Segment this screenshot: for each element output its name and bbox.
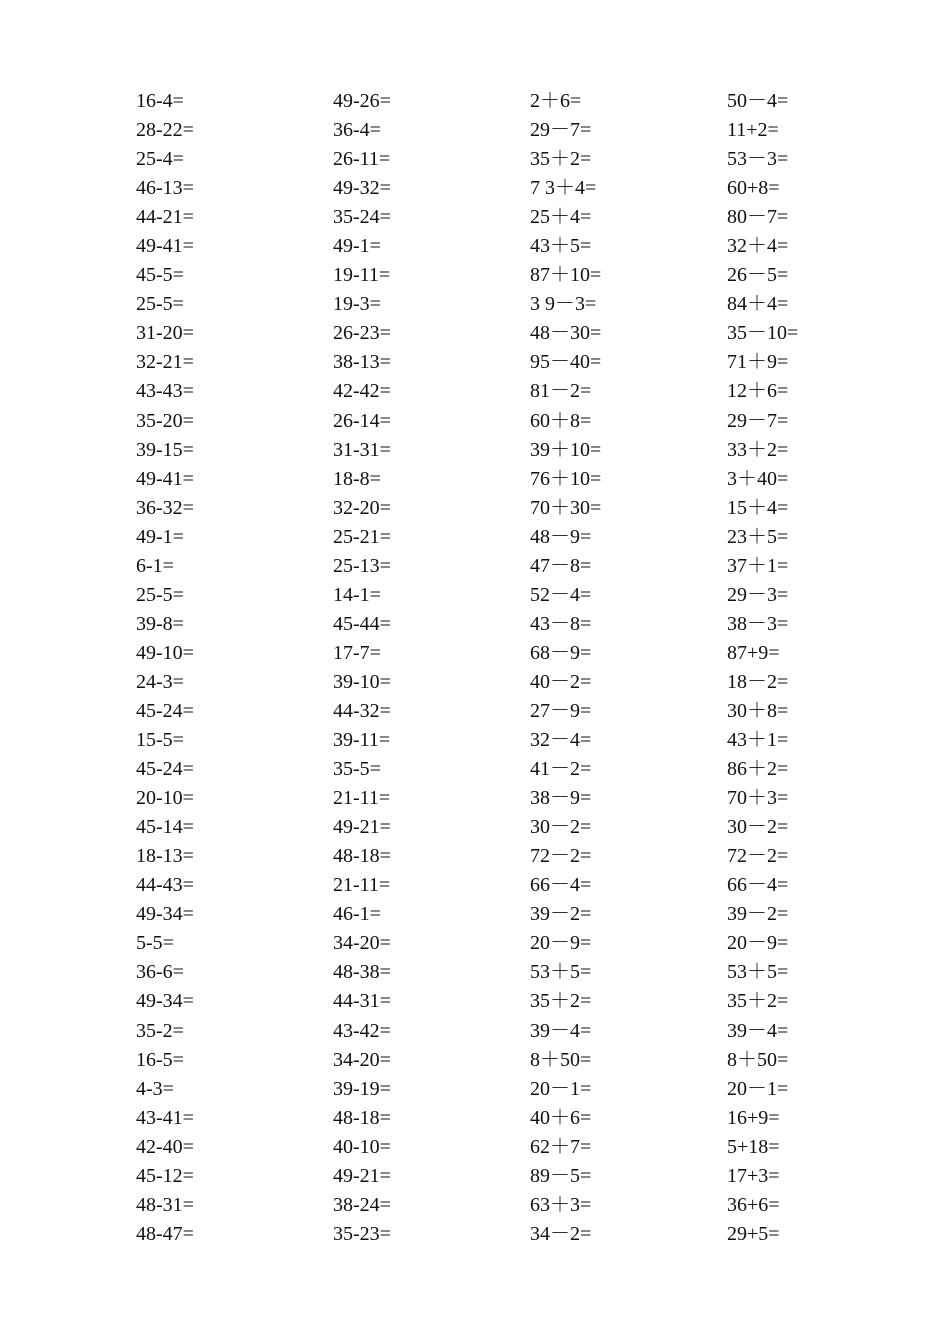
- math-problem: 42-42=: [333, 380, 391, 403]
- math-problem: 32－4=: [530, 729, 592, 752]
- math-problem: 60＋8=: [530, 409, 592, 432]
- math-problem: 25-21=: [333, 525, 391, 548]
- math-problem: 20－9=: [727, 932, 789, 955]
- math-problem: 39－4=: [727, 1019, 789, 1042]
- math-problem: 39-11=: [333, 729, 391, 752]
- math-problem: 32-20=: [333, 496, 391, 519]
- math-problem: 50－4=: [727, 90, 789, 112]
- math-problem: 48-18=: [333, 1106, 391, 1129]
- math-problem: 47－8=: [530, 554, 592, 577]
- math-problem: 46-1=: [333, 903, 381, 926]
- math-problem: 63＋3=: [530, 1193, 592, 1216]
- math-problem: 8＋50=: [530, 1048, 592, 1071]
- math-problem: 35－10=: [727, 322, 799, 345]
- math-problem: 39＋10=: [530, 438, 602, 461]
- math-problem: 36-6=: [136, 961, 184, 984]
- math-problem: 26-14=: [333, 409, 391, 432]
- math-problem: 72－2=: [530, 845, 592, 868]
- math-problem: 49-41=: [136, 235, 194, 258]
- math-problem: 17+3=: [727, 1164, 780, 1187]
- math-problem: 29－3=: [727, 583, 789, 606]
- math-problem: 35-24=: [333, 206, 391, 229]
- math-problem: 46-13=: [136, 177, 194, 200]
- math-problem: 16+9=: [727, 1106, 780, 1129]
- math-problem: 3＋40=: [727, 467, 789, 490]
- math-problem: 38-24=: [333, 1193, 391, 1216]
- math-problem: 19-3=: [333, 293, 381, 316]
- math-problem: 17-7=: [333, 641, 381, 664]
- math-problem: 49-10=: [136, 641, 194, 664]
- math-problem: 24-3=: [136, 670, 184, 693]
- math-problem: 39－2=: [530, 903, 592, 926]
- math-problem: 35＋2=: [530, 990, 592, 1013]
- math-problem: 21-11=: [333, 874, 391, 897]
- math-problem: 5-5=: [136, 932, 174, 955]
- math-problem: 25-5=: [136, 583, 184, 606]
- math-problem: 25＋4=: [530, 206, 592, 229]
- math-problem: 53＋5=: [727, 961, 789, 984]
- arithmetic-worksheet: [136, 87, 926, 1249]
- math-problem: 49-21=: [333, 1164, 391, 1187]
- math-problem: 72－2=: [727, 845, 789, 868]
- math-problem: 7 3＋4=: [530, 177, 597, 200]
- math-problem: 32-21=: [136, 351, 194, 374]
- math-problem: 76＋10=: [530, 467, 602, 490]
- math-problem: 44-31=: [333, 990, 391, 1013]
- math-problem: 28-22=: [136, 119, 194, 142]
- math-problem: 36+6=: [727, 1193, 780, 1216]
- math-problem: 25-5=: [136, 293, 184, 316]
- math-problem: 35＋2=: [530, 148, 592, 171]
- math-problem: 30＋8=: [727, 699, 789, 722]
- math-problem: 20－9=: [530, 932, 592, 955]
- problem-column-3: [530, 87, 727, 1249]
- math-problem: 35＋2=: [727, 990, 789, 1013]
- math-problem: 45-12=: [136, 1164, 194, 1187]
- math-problem: 29－7=: [727, 409, 789, 432]
- math-problem: 33＋2=: [727, 438, 789, 461]
- math-problem: 43-41=: [136, 1106, 194, 1129]
- problem-column-4: [727, 87, 926, 1249]
- math-problem: 87+9=: [727, 641, 780, 664]
- math-problem: 32＋4=: [727, 235, 789, 258]
- math-problem: 62＋7=: [530, 1135, 592, 1158]
- math-problem: 34-20=: [333, 1048, 391, 1071]
- math-problem: 48-31=: [136, 1193, 194, 1216]
- math-problem: 49-32=: [333, 177, 391, 200]
- math-problem: 18-8=: [333, 467, 381, 490]
- math-problem: 35-2=: [136, 1019, 184, 1042]
- math-problem: 60+8=: [727, 177, 780, 200]
- math-problem: 49-34=: [136, 903, 194, 926]
- math-problem: 86＋2=: [727, 758, 789, 781]
- math-problem: 20－1=: [727, 1077, 789, 1100]
- math-problem: 21-11=: [333, 787, 391, 810]
- math-problem: 37＋1=: [727, 554, 789, 577]
- math-problem: 38－3=: [727, 612, 789, 635]
- math-problem: 45-14=: [136, 816, 194, 839]
- math-problem: 20－1=: [530, 1077, 592, 1100]
- math-problem: 45-5=: [136, 264, 184, 287]
- math-problem: 39－2=: [727, 903, 789, 926]
- math-problem: 6-1=: [136, 554, 174, 577]
- math-problem: 35-23=: [333, 1222, 391, 1245]
- math-problem: 48－9=: [530, 525, 592, 548]
- problem-column-2: [333, 87, 530, 1249]
- math-problem: 8＋50=: [727, 1048, 789, 1071]
- math-problem: 31-31=: [333, 438, 391, 461]
- math-problem: 34－2=: [530, 1222, 592, 1245]
- math-problem: 12＋6=: [727, 380, 789, 403]
- math-problem: 35-20=: [136, 409, 194, 432]
- math-problem: 19-11=: [333, 264, 391, 287]
- math-problem: 49-21=: [333, 816, 391, 839]
- math-problem: 40-10=: [333, 1135, 391, 1158]
- math-problem: 27－9=: [530, 699, 592, 722]
- math-problem: 68－9=: [530, 641, 592, 664]
- math-problem: 18－2=: [727, 670, 789, 693]
- math-problem: 31-20=: [136, 322, 194, 345]
- math-problem: 35-5=: [333, 758, 381, 781]
- math-problem: 66－4=: [530, 874, 592, 897]
- math-problem: 11+2=: [727, 119, 779, 142]
- math-problem: 43＋1=: [727, 729, 789, 752]
- math-problem: 30－2=: [727, 816, 789, 839]
- math-problem: 45-44=: [333, 612, 391, 635]
- math-problem: 81－2=: [530, 380, 592, 403]
- math-problem: 2＋6=: [530, 90, 582, 112]
- math-problem: 25-13=: [333, 554, 391, 577]
- math-problem: 15-5=: [136, 729, 184, 752]
- math-problem: 39-15=: [136, 438, 194, 461]
- math-problem: 42-40=: [136, 1135, 194, 1158]
- math-problem: 36-4=: [333, 119, 381, 142]
- math-problem: 44-21=: [136, 206, 194, 229]
- math-problem: 53＋5=: [530, 961, 592, 984]
- math-problem: 43－8=: [530, 612, 592, 635]
- math-problem: 15＋4=: [727, 496, 789, 519]
- math-problem: 38－9=: [530, 787, 592, 810]
- math-problem: 49-1=: [136, 525, 184, 548]
- math-problem: 80－7=: [727, 206, 789, 229]
- math-problem: 66－4=: [727, 874, 789, 897]
- math-problem: 44-32=: [333, 699, 391, 722]
- math-problem: 48-18=: [333, 845, 391, 868]
- math-problem: 40－2=: [530, 670, 592, 693]
- math-problem: 45-24=: [136, 758, 194, 781]
- math-problem: 44-43=: [136, 874, 194, 897]
- math-problem: 26-23=: [333, 322, 391, 345]
- math-problem: 39－4=: [530, 1019, 592, 1042]
- math-problem: 36-32=: [136, 496, 194, 519]
- math-problem: 25-4=: [136, 148, 184, 171]
- math-problem: 26－5=: [727, 264, 789, 287]
- math-problem: 18-13=: [136, 845, 194, 868]
- math-problem: 5+18=: [727, 1135, 780, 1158]
- math-problem: 53－3=: [727, 148, 789, 171]
- math-problem: 84＋4=: [727, 293, 789, 316]
- math-problem: 43＋5=: [530, 235, 592, 258]
- math-problem: 48-47=: [136, 1222, 194, 1245]
- math-problem: 48－30=: [530, 322, 602, 345]
- math-problem: 71＋9=: [727, 351, 789, 374]
- math-problem: 41－2=: [530, 758, 592, 781]
- math-problem: 26-11=: [333, 148, 391, 171]
- math-problem: 23＋5=: [727, 525, 789, 548]
- math-problem: 45-24=: [136, 699, 194, 722]
- math-problem: 49-1=: [333, 235, 381, 258]
- math-problem: 70＋30=: [530, 496, 602, 519]
- math-problem: 3 9－3=: [530, 293, 597, 316]
- math-problem: 20-10=: [136, 787, 194, 810]
- math-problem: 49-34=: [136, 990, 194, 1013]
- math-problem: 29+5=: [727, 1222, 780, 1245]
- math-problem: 30－2=: [530, 816, 592, 839]
- math-problem: 48-38=: [333, 961, 391, 984]
- math-problem: 49-41=: [136, 467, 194, 490]
- math-problem: 14-1=: [333, 583, 381, 606]
- math-problem: 29－7=: [530, 119, 592, 142]
- math-problem: 16-5=: [136, 1048, 184, 1071]
- math-problem: 52－4=: [530, 583, 592, 606]
- math-problem: 70＋3=: [727, 787, 789, 810]
- math-problem: 39-10=: [333, 670, 391, 693]
- math-problem: 43-42=: [333, 1019, 391, 1042]
- math-problem: 49-26=: [333, 90, 391, 112]
- math-problem: 4-3=: [136, 1077, 174, 1100]
- math-problem: 16-4=: [136, 90, 184, 112]
- math-problem: 87＋10=: [530, 264, 602, 287]
- math-problem: 40＋6=: [530, 1106, 592, 1129]
- math-problem: 95－40=: [530, 351, 602, 374]
- problem-column-1: [136, 87, 333, 1249]
- math-problem: 89－5=: [530, 1164, 592, 1187]
- math-problem: 39-8=: [136, 612, 184, 635]
- math-problem: 39-19=: [333, 1077, 391, 1100]
- math-problem: 38-13=: [333, 351, 391, 374]
- math-problem: 34-20=: [333, 932, 391, 955]
- math-problem: 43-43=: [136, 380, 194, 403]
